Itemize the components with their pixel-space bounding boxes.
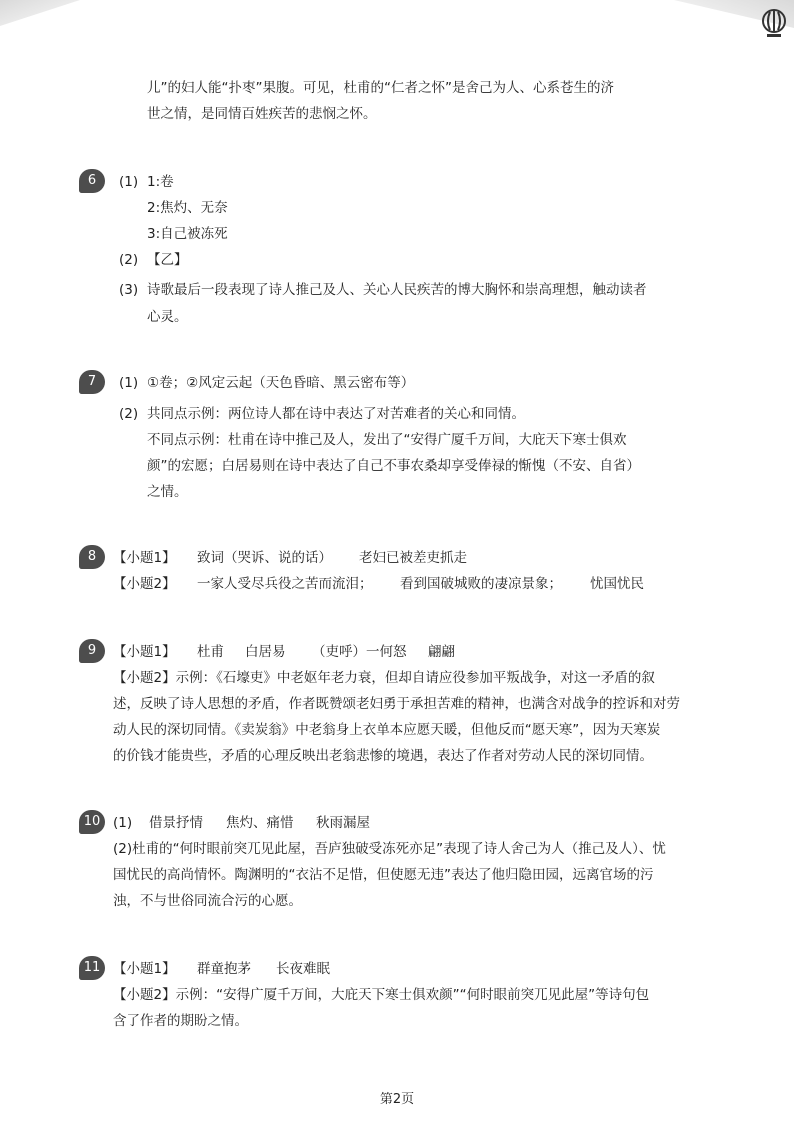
answer-text: 致词（哭诉、说的话） — [197, 550, 332, 566]
answer-line: 浊，不与世俗同流合污的心愿。 — [113, 893, 302, 909]
part-label: (2) — [119, 406, 139, 422]
part-label: (1) — [119, 375, 139, 391]
answer-text: 群童抱茅 — [197, 961, 251, 977]
answer-line: 含了作者的期盼之情。 — [113, 1013, 248, 1029]
subquestion-label: 【小题2】 — [113, 576, 176, 592]
answer-text: 翩翩 — [428, 644, 455, 660]
answer-line: 述，反映了诗人思想的矛盾，作者既赞颂老妇勇于承担苦难的精神，也满含对战争的控诉和对劳 — [113, 696, 680, 712]
subquestion-label: 【小题1】 — [113, 644, 176, 660]
intro-line: 儿”的妇人能“扑枣”果腹。可见，杜甫的“仁者之怀”是舍己为人、心系苍生的济 — [147, 80, 614, 96]
part-label: (3) — [119, 282, 139, 298]
answer-text: 老妇已被差吏抓走 — [359, 550, 467, 566]
answer-line: 【小题2】示例：“安得广厦千万间，大庇天下寒士俱欢颜”“何时眼前突兀见此屋”等诗句包 — [113, 987, 650, 1003]
answer-text: 白居易 — [245, 644, 286, 660]
answer-line: 不同点示例：杜甫在诗中推己及人，发出了“安得广厦千万间，大庇天下寒士俱欢 — [147, 432, 627, 448]
answer-text: 忧国忧民 — [590, 576, 644, 592]
answer-text: 一家人受尽兵役之苦而流泪； — [197, 576, 373, 592]
intro-line: 世之情，是同情百姓疾苦的悲悯之怀。 — [147, 106, 377, 122]
question-number-badge: 9 — [79, 639, 105, 663]
answer-line: 颜”的宏愿；白居易则在诗中表达了自己不事农桑却享受俸禄的惭愧（不安、自省） — [147, 458, 640, 474]
answer-text: 长夜难眠 — [276, 961, 330, 977]
answer-line: 之情。 — [147, 484, 188, 500]
question-number-badge: 7 — [79, 370, 105, 394]
answer-line: 3:自己被冻死 — [147, 226, 228, 242]
answer-text: 焦灼、痛惜 — [226, 815, 294, 831]
publisher-logo-icon — [759, 8, 789, 40]
question-number-badge: 8 — [79, 545, 105, 569]
corner-decoration-left — [0, 0, 80, 26]
answer-line: ①卷；②风定云起（天色昏暗、黑云密布等） — [147, 375, 415, 391]
page-number: 第2页 — [379, 1092, 415, 1107]
answer-line: 1:卷 — [147, 174, 174, 190]
question-number-badge: 11 — [79, 956, 105, 980]
answer-line: 【小题2】示例：《石壕吏》中老妪年老力衰，但却自请应役参加平叛战争，对这一矛盾的叙 — [113, 670, 655, 686]
answer-line: 动人民的深切同情。《卖炭翁》中老翁身上衣单本应愿天暖，但他反而“愿天寒”，因为天寒炭 — [113, 722, 661, 738]
answer-line: 【乙】 — [147, 252, 188, 268]
part-label: (1) — [113, 815, 133, 831]
part-label: (1) — [119, 174, 139, 190]
answer-line: (2)杜甫的“何时眼前突兀见此屋，吾庐独破受冻死亦足”表现了诗人舍己为人（推己及人）、忧 — [113, 841, 666, 857]
subquestion-label: 【小题1】 — [113, 550, 176, 566]
answer-text: （吏呼）一何怒 — [312, 644, 407, 660]
question-number-badge: 6 — [79, 169, 105, 193]
answer-line: 诗歌最后一段表现了诗人推己及人、关心人民疾苦的博大胸怀和崇高理想，触动读者 — [147, 282, 647, 298]
answer-text: 秋雨漏屋 — [316, 815, 370, 831]
part-label: (2) — [119, 252, 139, 268]
subquestion-label: 【小题1】 — [113, 961, 176, 977]
answer-line: 国忧民的高尚情怀。陶渊明的“衣沾不足惜，但使愿无违”表达了他归隐田园，远离官场的污 — [113, 867, 654, 883]
answer-line: 心灵。 — [147, 309, 188, 325]
answer-text: 借景抒情 — [149, 815, 203, 831]
question-number-badge: 10 — [79, 810, 105, 834]
answer-line: 的价钱才能贵些，矛盾的心理反映出老翁悲惨的境遇，表达了作者对劳动人民的深切同情。 — [113, 748, 653, 764]
answer-text: 看到国破城败的凄凉景象； — [400, 576, 562, 592]
answer-line: 共同点示例：两位诗人都在诗中表达了对苦难者的关心和同情。 — [147, 406, 525, 422]
answer-text: 杜甫 — [197, 644, 224, 660]
answer-line: 2:焦灼、无奈 — [147, 200, 228, 216]
